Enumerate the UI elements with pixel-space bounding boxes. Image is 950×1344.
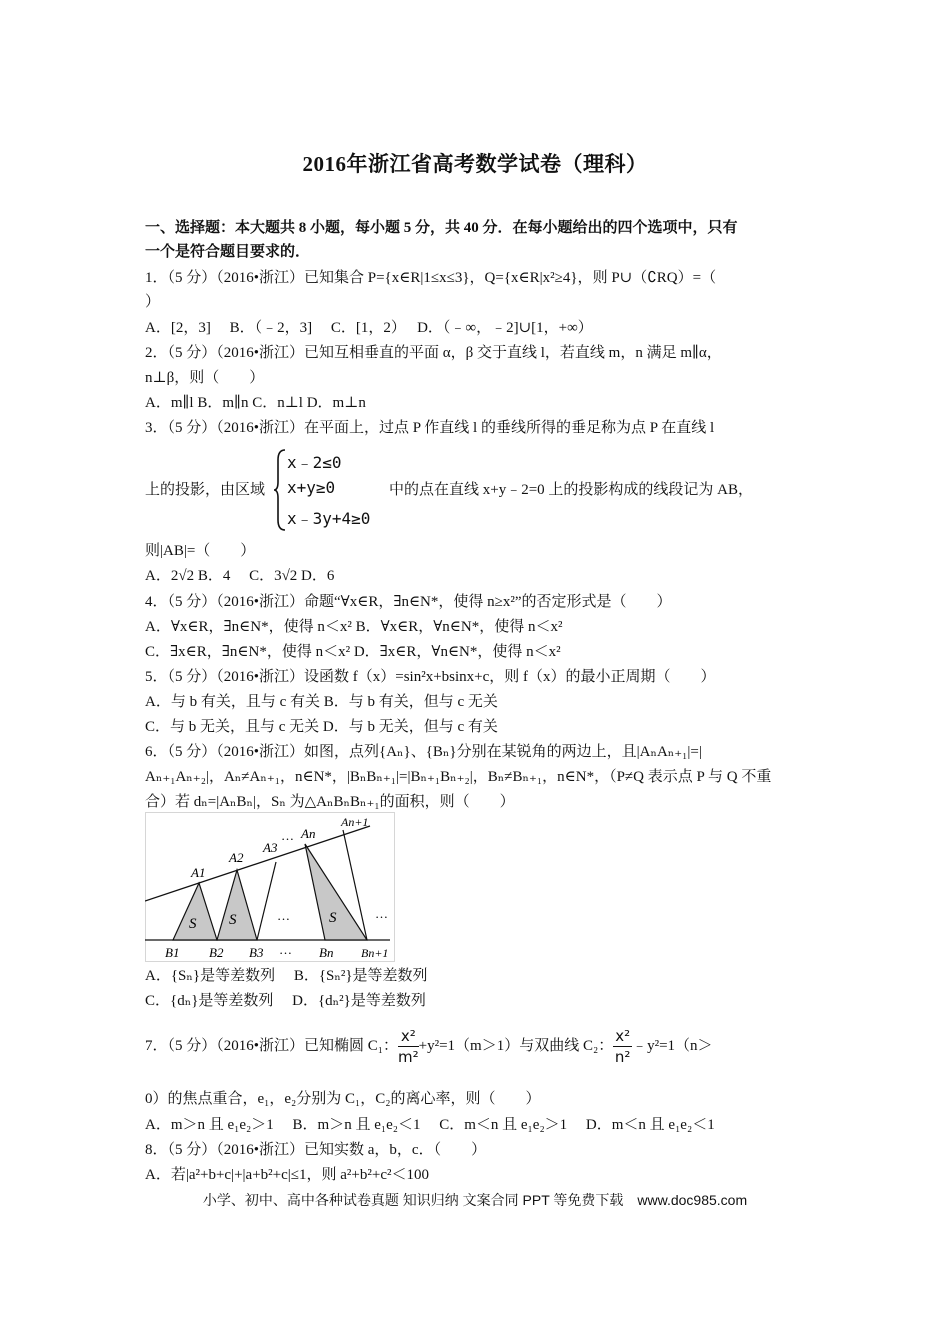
label-bn1: Bn+1 (361, 946, 389, 960)
section-instructions-line1: 一、选择题：本大题共 8 小题，每小题 5 分，共 40 分．在每小题给出的四个选项中，只有 (145, 220, 738, 236)
q2-stem: 2．（5 分）（2016•浙江）已知互相垂直的平面 α，β 交于直线 l，若直线 m，n 满足 m∥α， (145, 345, 722, 361)
q6-stem-2: Aₙ₊₁Aₙ₊₂|，Aₙ≠Aₙ₊₁，n∈N*，|BₙBₙ₊₁|=|Bₙ₊₁Bₙ₊₂|，Bₙ≠Bₙ₊₁，n∈N*，（P≠Q 表示点 P 与 Q 不重 (145, 769, 772, 785)
q5-stem: 5．（5 分）（2016•浙江）设函数 f（x）=sin²x+bsinx+c，则 f（x）的最小正周期（ ） (145, 669, 716, 685)
q6-options-ab: A．{Sₙ}是等差数列 B．{Sₙ²}是等差数列 (145, 968, 428, 984)
q8-option-a: A．若|a²+b+c|+|a+b²+c|≤1，则 a²+b²+c²＜100 (145, 1167, 429, 1183)
q1-stem: 1．（5 分）（2016•浙江）已知集合 P={x∈R|1≤x≤3}，Q={x∈R|x²≥4}，则 P∪（∁RQ）=（ (145, 270, 717, 286)
q2-options: A．m∥l B．m∥n C．n⊥l D．m⊥n (145, 395, 366, 411)
label-bn: Bn (319, 945, 334, 960)
q3-inequality-3: x﹣3y+4≥0 (287, 509, 371, 528)
label-a1: A1 (191, 865, 206, 880)
label-b1: B1 (165, 945, 180, 960)
q3-region-block (145, 448, 805, 532)
q3-lead: 上的投影，由区域 (145, 482, 266, 498)
figure-ellipsis-mid: … (277, 908, 290, 923)
q7-prefix: 7．（5 分）（2016•浙江）已知椭圆 C₁： (145, 1038, 398, 1054)
q7-stem-cont: 0）的焦点重合，e₁，e₂分别为 C₁，C₂的离心率，则（ ） (145, 1091, 541, 1107)
figure-ellipsis-right: … (375, 906, 388, 921)
q1-stem-cont: ） (145, 294, 161, 310)
q3-inequality-1: x﹣2≤0 (287, 453, 342, 472)
q4-options-ab: A．∀x∈R，∃n∈N*，使得 n＜x² B．∀x∈R，∀n∈N*，使得 n＜x² (145, 619, 563, 635)
q5-options-ab: A．与 b 有关，且与 c 有关 B．与 b 有关，但与 c 无关 (145, 694, 498, 710)
q4-stem: 4．（5 分）（2016•浙江）命题“∀x∈R，∃n∈N*，使得 n≥x²”的否定形式是（ ） (145, 594, 672, 610)
q7-frac2-den: n² (614, 1048, 631, 1067)
label-a3: A3 (263, 840, 278, 855)
q6-options-cd: C．{dₙ}是等差数列 D．{dₙ²}是等差数列 (145, 993, 426, 1009)
q7-options: A．m＞n 且 e₁e₂＞1 B．m＞n 且 e₁e₂＜1 C．m＜n 且 e₁e₂＞1 D．m＜n 且 e₁e₂＜1 (145, 1117, 715, 1133)
q3-options: A．2√2 B．4 C．3√2 D．6 (145, 568, 335, 584)
q8-stem: 8．（5 分）（2016•浙江）已知实数 a，b，c．（ ） (145, 1142, 487, 1158)
brace-icon (273, 448, 287, 532)
q7-suffix: ﹣y²=1（n＞ (632, 1038, 713, 1054)
section-instructions-line2: 一个是符合题目要求的． (145, 244, 311, 260)
q3-stem: 3．（5 分）（2016•浙江）在平面上，过点 P 作直线 l 的垂线所得的垂足称为点 P 在直线 l (145, 420, 715, 436)
triangle-2 (217, 870, 257, 940)
label-a2: A2 (229, 850, 244, 865)
q6-stem-3: 合）若 dₙ=|AₙBₙ|，Sₙ 为△AₙBₙBₙ₊₁的面积，则（ ） (145, 794, 515, 810)
q3-inequality-2: x+y≥0 (287, 478, 336, 497)
figure-ellipsis-bottom: … (279, 942, 292, 957)
page-footer: 小学、初中、高中各种试卷真题 知识归纳 文案合同 PPT 等免费下载 www.doc985.com (202, 1192, 748, 1208)
page-title: 2016年浙江省高考数学试卷（理科） (302, 152, 648, 176)
label-b3: B3 (249, 945, 264, 960)
q3-stem-end: 则|AB|=（ ） (145, 543, 256, 559)
label-b2: B2 (209, 945, 224, 960)
q7-fraction-2 (613, 1026, 632, 1067)
area-label-n: S (329, 910, 337, 926)
q6-figure-svg (145, 812, 395, 962)
q1-options: A．[2，3] B．（﹣2，3] C．[1，2） D．（﹣∞，﹣2]∪[1，+∞） (145, 320, 593, 336)
q7-mid: +y²=1（m＞1）与双曲线 C₂： (418, 1038, 614, 1054)
q6-figure (145, 812, 395, 962)
q2-stem-cont: n⊥β，则（ ） (145, 370, 265, 386)
q5-options-cd: C．与 b 无关，且与 c 无关 D．与 b 无关，但与 c 有关 (145, 719, 498, 735)
q7-frac1-den: m² (398, 1048, 419, 1067)
q7-stem (145, 1022, 810, 1074)
area-label-2: S (229, 912, 237, 928)
q3-trail: 中的点在直线 x+y﹣2=0 上的投影构成的线段记为 AB， (389, 482, 754, 498)
q7-frac1-num: x² (398, 1026, 419, 1047)
q6-stem-1: 6．（5 分）（2016•浙江）如图，点列{Aₙ}、{Bₙ}分别在某锐角的两边上，且|AₙAₙ₊₁|=| (145, 744, 702, 760)
q4-options-cd: C．∃x∈R，∃n∈N*，使得 n＜x² D．∃x∈R，∀n∈N*，使得 n＜x² (145, 644, 561, 660)
label-an1: An+1 (341, 815, 369, 829)
q7-frac2-num: x² (615, 1027, 631, 1046)
figure-ellipsis-top: … (281, 828, 294, 843)
q7-fraction-1 (398, 1026, 419, 1067)
upper-ray (145, 826, 370, 901)
area-label-1: S (189, 916, 197, 932)
label-an: An (301, 826, 316, 841)
